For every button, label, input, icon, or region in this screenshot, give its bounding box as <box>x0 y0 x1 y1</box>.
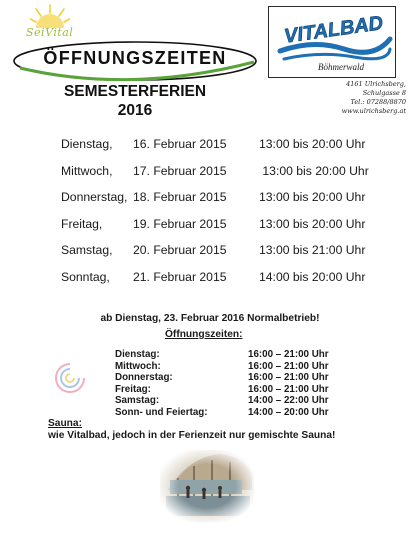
schedule-time: 13:00 bis 20:00 Uhr <box>259 216 366 231</box>
hours-row <box>115 395 355 407</box>
vitalbad-brand-text: VITALBAD <box>282 12 385 48</box>
hours-row <box>115 384 355 396</box>
hours-day: Sonn- und Feiertag: <box>115 406 208 418</box>
phone-line: Tel.: 07288/8870 <box>350 98 406 106</box>
schedule-row <box>61 190 391 217</box>
schedule-row <box>61 137 391 164</box>
schedule-time: 13:00 bis 20:00 Uhr <box>259 163 369 178</box>
schedule-date: 20. Februar 2015 <box>133 243 227 257</box>
schedule-date: 19. Februar 2015 <box>133 216 227 231</box>
website-line: www.ulrichsberg.at <box>341 107 406 115</box>
hours-row <box>115 349 355 361</box>
sauna-note: wie Vitalbad, jedoch in der Ferienzeit nur gemischte Sauna! <box>48 430 336 441</box>
hours-day: Donnerstag: <box>115 372 173 383</box>
hours-day: Freitag: <box>115 383 151 395</box>
schedule-row <box>61 164 391 191</box>
hours-time: 14:00 – 22:00 Uhr <box>248 395 329 406</box>
schedule-day: Freitag, <box>61 216 103 231</box>
schedule-day: Dienstag, <box>61 137 113 151</box>
schedule-date: 18. Februar 2015 <box>133 190 227 204</box>
region-name: Böhmerwald <box>318 62 364 72</box>
hours-heading: Öffnungszeiten: <box>165 329 243 340</box>
swirl-icon <box>52 360 88 396</box>
hours-row <box>115 361 355 373</box>
page-heading: ÖFFNUNGSZEITEN <box>43 48 227 68</box>
hours-time: 16:00 – 21:00 Uhr <box>248 349 329 360</box>
holiday-schedule <box>61 137 391 296</box>
title-year: 2016 <box>117 102 153 119</box>
schedule-time: 13:00 bis 21:00 Uhr <box>259 243 366 257</box>
page-title <box>50 82 220 120</box>
pool-photo <box>160 450 254 522</box>
schedule-time: 13:00 bis 20:00 Uhr <box>259 137 366 151</box>
schedule-time: 13:00 bis 20:00 Uhr <box>259 190 366 204</box>
address-line: Schulgasse 8 <box>362 89 406 97</box>
hours-day: Samstag: <box>115 395 160 406</box>
hours-time: 16:00 – 21:00 Uhr <box>248 383 329 395</box>
sauna-heading: Sauna: <box>48 418 82 429</box>
regular-hours <box>115 349 355 418</box>
schedule-day: Donnerstag, <box>61 190 128 204</box>
address-line: 4161 Ulrichsberg, <box>346 80 406 88</box>
hours-row <box>115 407 355 419</box>
schedule-date: 16. Februar 2015 <box>133 137 227 151</box>
title-line: SEMESTERFERIEN <box>63 83 207 100</box>
normal-operation-note: ab Dienstag, 23. Februar 2016 Normalbetrieb! <box>100 313 320 324</box>
schedule-day: Samstag, <box>61 243 113 257</box>
hours-day: Dienstag: <box>115 349 160 360</box>
hours-time: 16:00 – 21:00 Uhr <box>248 360 329 372</box>
hours-row <box>115 372 355 384</box>
schedule-row <box>61 217 391 244</box>
schedule-row <box>61 243 391 270</box>
hours-time: 14:00 – 20:00 Uhr <box>248 406 329 418</box>
schedule-time: 14:00 bis 20:00 Uhr <box>259 269 366 284</box>
schedule-date: 21. Februar 2015 <box>133 269 227 284</box>
schedule-day: Mittwoch, <box>61 163 113 178</box>
schedule-row <box>61 270 391 297</box>
address-block <box>300 80 406 116</box>
logo-wordmark: SeiVital <box>26 26 74 39</box>
hours-time: 16:00 – 21:00 Uhr <box>248 372 329 383</box>
vitalbad-wordmark <box>274 9 394 65</box>
schedule-date: 17. Februar 2015 <box>133 163 227 178</box>
schedule-day: Sonntag, <box>61 269 110 284</box>
hours-day: Mittwoch: <box>115 360 161 372</box>
